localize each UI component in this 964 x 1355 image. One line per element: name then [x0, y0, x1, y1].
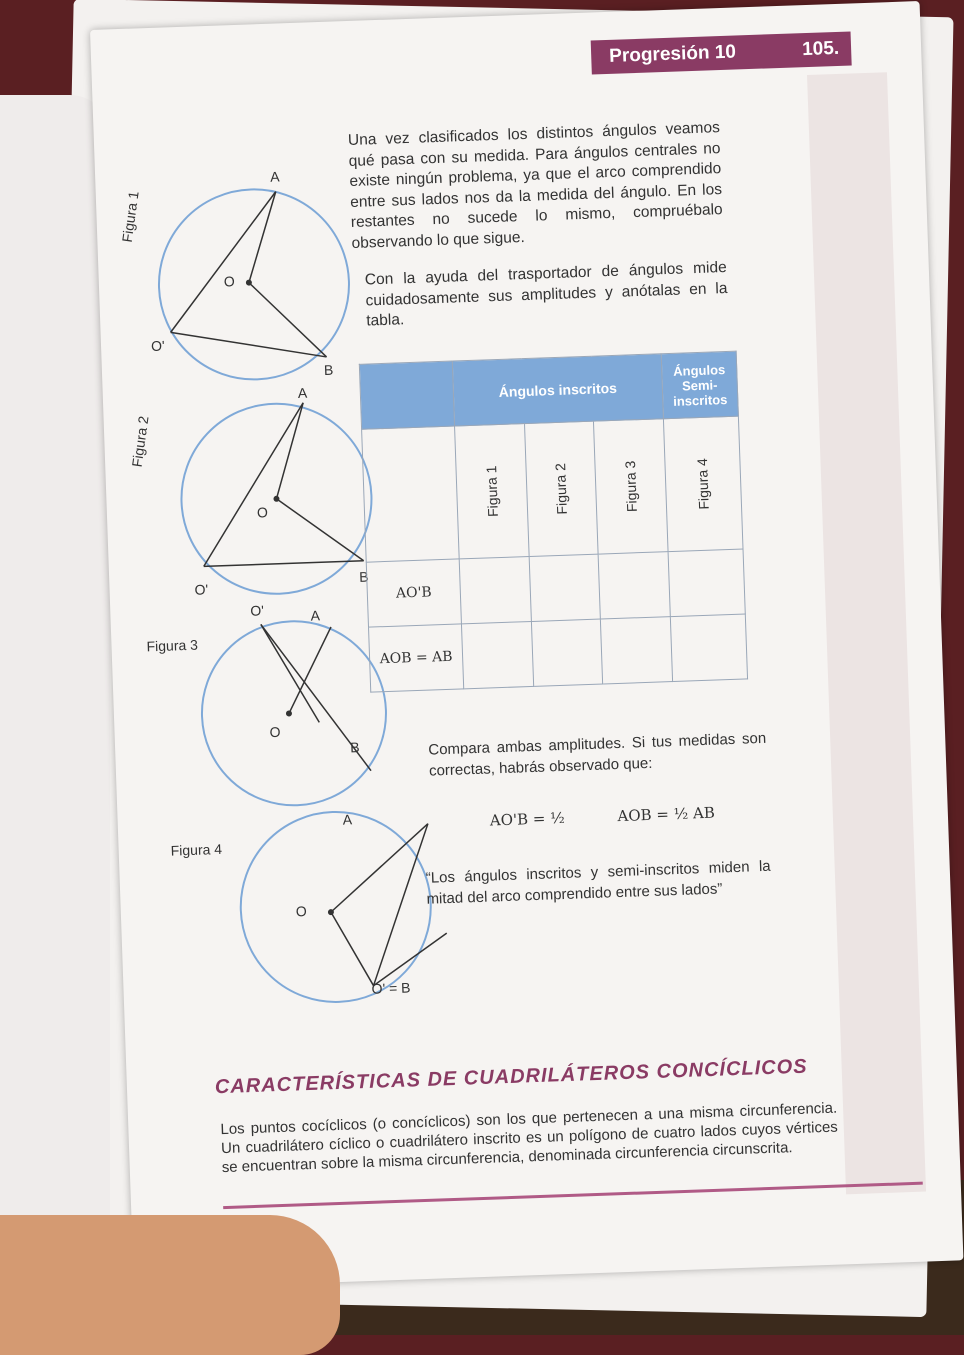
point-A: A: [342, 811, 353, 828]
point-O: O: [295, 902, 308, 920]
point-B: B: [323, 361, 334, 379]
compare-text: Compara ambas amplitudes. Si tus medidas son correctas, habrás observado que:: [428, 729, 767, 780]
section-title: CARACTERÍSTICAS DE CUADRILÁTEROS CONCÍCLICOS: [214, 1055, 808, 1099]
cell-empty: [459, 557, 531, 624]
conclusion-quote: “Los ángulos inscritos y semi-inscritos miden la mitad del arco comprendido entre sus lados”: [425, 857, 771, 908]
col-figura-2: Figura 2: [524, 421, 598, 556]
point-O-prime-equals-B: O' = B: [371, 979, 411, 997]
col-figura-3: Figura 3: [594, 419, 668, 554]
formula-central: AOB = ½ AB: [617, 803, 716, 826]
angle-table: [359, 351, 748, 693]
cell-empty: [668, 549, 745, 617]
point-A: A: [297, 384, 308, 401]
page-header: [591, 31, 852, 74]
point-O: O: [256, 504, 269, 521]
row-label-aob: AOB = AB: [369, 624, 464, 692]
figure-4-label: Figura 4: [170, 840, 223, 859]
col-figura-4: Figura 4: [663, 416, 743, 552]
figure-2-label: Figura 2: [128, 414, 152, 469]
header-inscribed: Ángulos inscritos: [452, 354, 663, 426]
point-B: B: [349, 739, 360, 756]
corner-cell: [362, 426, 460, 562]
point-B: B: [358, 568, 369, 585]
thumb: [0, 1215, 340, 1355]
cell-empty: [531, 619, 603, 686]
point-O-prime: O': [150, 337, 165, 355]
page-number: 105.: [801, 37, 840, 61]
formula-inscribed: AO'B = ½: [489, 808, 566, 830]
point-O: O: [269, 723, 281, 741]
header-semi-inscribed: Ángulos Semi-inscritos: [661, 351, 738, 419]
figure-3-label: Figura 3: [146, 636, 199, 655]
book-page: [90, 1, 963, 1289]
header-empty: [359, 361, 454, 429]
accent-line: [223, 1182, 923, 1209]
section-paragraph: Los puntos cocíclicos (o concíclicos) son los que pertenecen a una misma circunferencia. Un cuadrilátero cíclico o cuadrilátero inscrito es un polígono de cuatro lados cuyos vértices se encuentran sobre la misma circunferencia, denominada circunferencia circunscrita.: [220, 1099, 839, 1177]
cell-empty: [598, 552, 670, 619]
point-A: A: [310, 607, 321, 624]
cell-empty: [670, 614, 747, 682]
cell-empty: [529, 554, 601, 621]
point-O-prime: O': [250, 602, 265, 619]
cell-empty: [601, 617, 673, 684]
formulas: [490, 802, 764, 830]
point-O-prime: O': [194, 581, 209, 598]
cell-empty: [461, 621, 533, 688]
progression-title: Progresión 10: [608, 41, 737, 67]
left-page: [0, 95, 110, 1295]
point-O: O: [223, 273, 236, 290]
row-label-aob-prime: AO'B: [366, 559, 461, 627]
intro-paragraph: Una vez clasificados los distintos ángulos veamos qué pasa con su medida. Para ángulos centrales no existe ningún problema, ya que el arco comprendido entre sus lados nos da la medida del ángulo. En los restantes no sucede lo mismo, compruébalo observando lo que sigue.: [347, 119, 723, 252]
point-A: A: [269, 168, 280, 185]
figure-1-label: Figura 1: [118, 190, 142, 244]
instruction-paragraph: Con la ayuda del trasportador de ángulos mide cuidadosamente sus amplitudes y anótalas en la tabla.: [364, 258, 728, 330]
col-figura-1: Figura 1: [455, 424, 529, 559]
margin-band: [807, 72, 926, 1194]
